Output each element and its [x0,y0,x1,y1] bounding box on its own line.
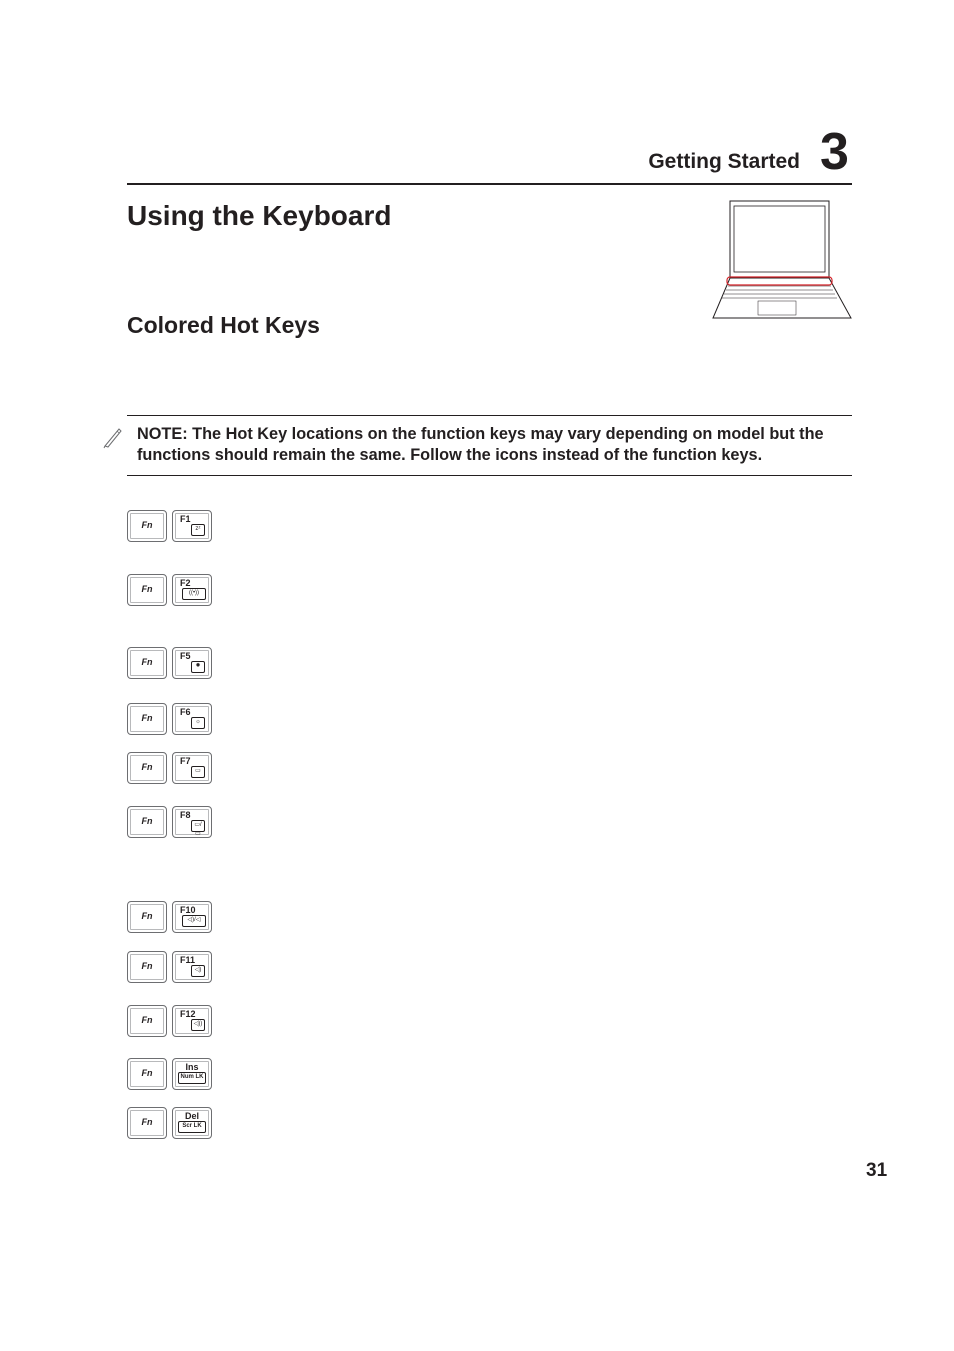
fn-key-label: Fn [141,1068,153,1078]
function-key-f7 [172,752,212,784]
function-key-label: F2 [180,578,191,588]
fn-key [127,901,167,933]
function-key-label: F8 [180,810,191,820]
function-key-label: F5 [180,651,191,661]
header-divider [127,183,852,185]
function-key-label: F11 [180,955,196,965]
fn-key [127,510,167,542]
function-key-f6 [172,703,212,735]
brightness-down-icon: ✹ [191,661,205,673]
function-key-f10 [172,901,212,933]
function-key-f1 [172,510,212,542]
fn-key [127,806,167,838]
function-key-label: F6 [180,707,191,717]
fn-key-label: Fn [141,816,153,826]
function-key-label: Del [184,1111,199,1121]
fn-key-label: Fn [141,1117,153,1127]
note-text: NOTE: The Hot Key locations on the function keys may vary depending on model but the functions should remain the same. Follow the icons instead of the function keys. [137,425,824,464]
brightness-up-icon: ☼ [191,717,205,729]
function-key-f8 [172,806,212,838]
chapter-number: 3 [820,123,849,181]
function-key-label: F10 [180,905,196,915]
fn-key-label: Fn [141,584,153,594]
fn-key-label: Fn [141,1015,153,1025]
fn-key [127,574,167,606]
function-key-del [172,1107,212,1139]
function-key-f12 [172,1005,212,1037]
function-key-ins [172,1058,212,1090]
note-top-rule [127,415,852,416]
scroll-lock-icon: Scr LK [178,1121,206,1133]
fn-key-label: Fn [141,911,153,921]
fn-key [127,647,167,679]
fn-key [127,1005,167,1037]
lcd-backlight-icon: ▭ [191,766,205,778]
laptop-keyboard-illustration [710,198,854,324]
fn-key-label: Fn [141,762,153,772]
section-title: Colored Hot Keys [127,312,320,338]
fn-key-label: Fn [141,713,153,723]
pencil-icon [102,425,124,449]
fn-key-label: Fn [141,961,153,971]
sleep-icon: zᶻ [191,524,205,536]
fn-key [127,1107,167,1139]
function-key-label: F12 [180,1009,196,1019]
volume-up-icon: ◁)) [191,1019,205,1031]
function-key-f2 [172,574,212,606]
page-title: Using the Keyboard [127,200,392,231]
note-bottom-rule [127,475,852,476]
fn-key-label: Fn [141,520,153,530]
function-key-f11 [172,951,212,983]
wireless-icon: ((•)) [182,588,206,600]
function-key-label: F1 [180,514,191,524]
page-number: 31 [866,1160,888,1181]
fn-key [127,1058,167,1090]
fn-key-label: Fn [141,657,153,667]
function-key-label: F7 [180,756,191,766]
fn-key [127,703,167,735]
chapter-label: Getting Started [648,150,800,173]
num-lock-icon: Num LK [178,1072,206,1084]
function-key-label: Ins [185,1062,199,1072]
mute-icon: ◁)/◁ [182,915,206,927]
display-switch-icon: ▭/▭ [191,820,205,832]
fn-key [127,951,167,983]
function-key-f5 [172,647,212,679]
fn-key [127,752,167,784]
volume-down-icon: ◁) [191,965,205,977]
